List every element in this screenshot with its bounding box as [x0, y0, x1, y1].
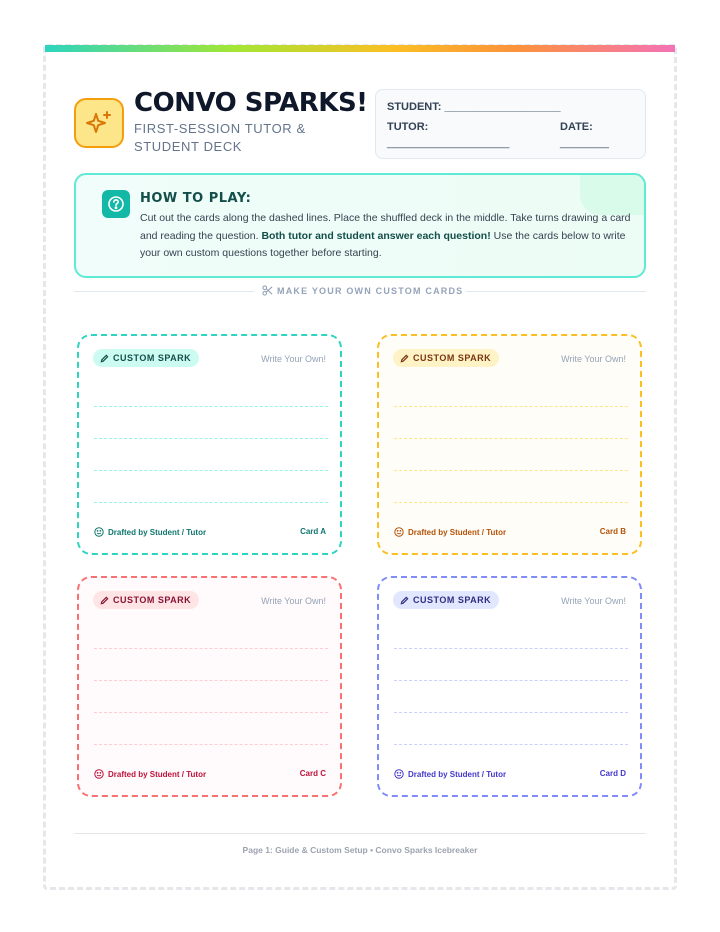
how-to-play-text: Cut out the cards along the dashed lines. Place the shuffled deck in the middle. Take turns drawing a card and reading the question. Both tutor and student answer each question! Use the cards below to write your own custom questions together before starting. [140, 212, 631, 259]
date-field[interactable]: ________ [560, 137, 609, 149]
smiley-icon [94, 527, 104, 537]
card-hint: Write Your Own! [261, 354, 326, 364]
card-id: Card D [599, 769, 626, 778]
card-tag: CUSTOM SPARK [93, 349, 199, 367]
logo [74, 98, 124, 148]
student-field[interactable]: STUDENT: ___________________ [387, 101, 561, 113]
info-box [375, 89, 646, 159]
writing-line[interactable] [94, 502, 328, 503]
card-id: Card C [299, 769, 326, 778]
smiley-icon [94, 769, 104, 779]
pencil-icon [100, 596, 109, 605]
writing-line[interactable] [394, 712, 628, 713]
rainbow-bar [45, 45, 675, 52]
custom-card-a [77, 334, 342, 555]
page-title: CONVO SPARKS! [134, 88, 368, 118]
section-divider: MAKE YOUR OWN CUSTOM CARDS [262, 285, 463, 296]
custom-card-b [377, 334, 642, 555]
writing-line[interactable] [94, 712, 328, 713]
writing-line[interactable] [394, 406, 628, 407]
page-footer: Page 1: Guide & Custom Setup • Convo Sparks Icebreaker [242, 845, 478, 855]
question-icon [102, 190, 130, 218]
card-hint: Write Your Own! [561, 354, 626, 364]
card-drafted-by: Drafted by Student / Tutor [394, 769, 506, 779]
writing-line[interactable] [94, 438, 328, 439]
card-id: Card B [599, 527, 626, 536]
sparkle-icon [84, 108, 114, 138]
date-label: DATE: [560, 121, 593, 133]
page-subtitle: FIRST-SESSION TUTOR & STUDENT DECK [134, 121, 306, 154]
writing-line[interactable] [394, 648, 628, 649]
smiley-icon [394, 769, 404, 779]
writing-line[interactable] [394, 502, 628, 503]
writing-line[interactable] [394, 680, 628, 681]
card-hint: Write Your Own! [261, 596, 326, 606]
tutor-label: TUTOR: [387, 121, 429, 133]
divider-right [466, 291, 646, 292]
writing-line[interactable] [94, 470, 328, 471]
how-to-play-title: HOW TO PLAY: [140, 191, 252, 206]
how-to-play-emphasis: Both tutor and student answer each question! [261, 229, 491, 242]
writing-line[interactable] [394, 744, 628, 745]
card-tag: CUSTOM SPARK [393, 349, 499, 367]
pencil-icon [100, 354, 109, 363]
card-id: Card A [300, 527, 326, 536]
card-drafted-by: Drafted by Student / Tutor [94, 527, 206, 537]
pencil-icon [400, 596, 409, 605]
writing-line[interactable] [394, 438, 628, 439]
card-drafted-by: Drafted by Student / Tutor [394, 527, 506, 537]
custom-card-d [377, 576, 642, 797]
smiley-icon [394, 527, 404, 537]
card-hint: Write Your Own! [561, 596, 626, 606]
card-drafted-by: Drafted by Student / Tutor [94, 769, 206, 779]
writing-line[interactable] [94, 744, 328, 745]
writing-line[interactable] [94, 406, 328, 407]
tutor-field[interactable]: ____________________ [387, 137, 510, 149]
decorative-blob [580, 175, 644, 215]
divider-left [74, 291, 254, 292]
writing-line[interactable] [394, 470, 628, 471]
card-tag: CUSTOM SPARK [93, 591, 199, 609]
card-tag: CUSTOM SPARK [393, 591, 499, 609]
custom-card-c [77, 576, 342, 797]
writing-line[interactable] [94, 680, 328, 681]
pencil-icon [400, 354, 409, 363]
writing-line[interactable] [94, 648, 328, 649]
footer-divider [74, 833, 646, 834]
scissors-icon [262, 285, 273, 296]
how-to-play-box [74, 173, 646, 278]
